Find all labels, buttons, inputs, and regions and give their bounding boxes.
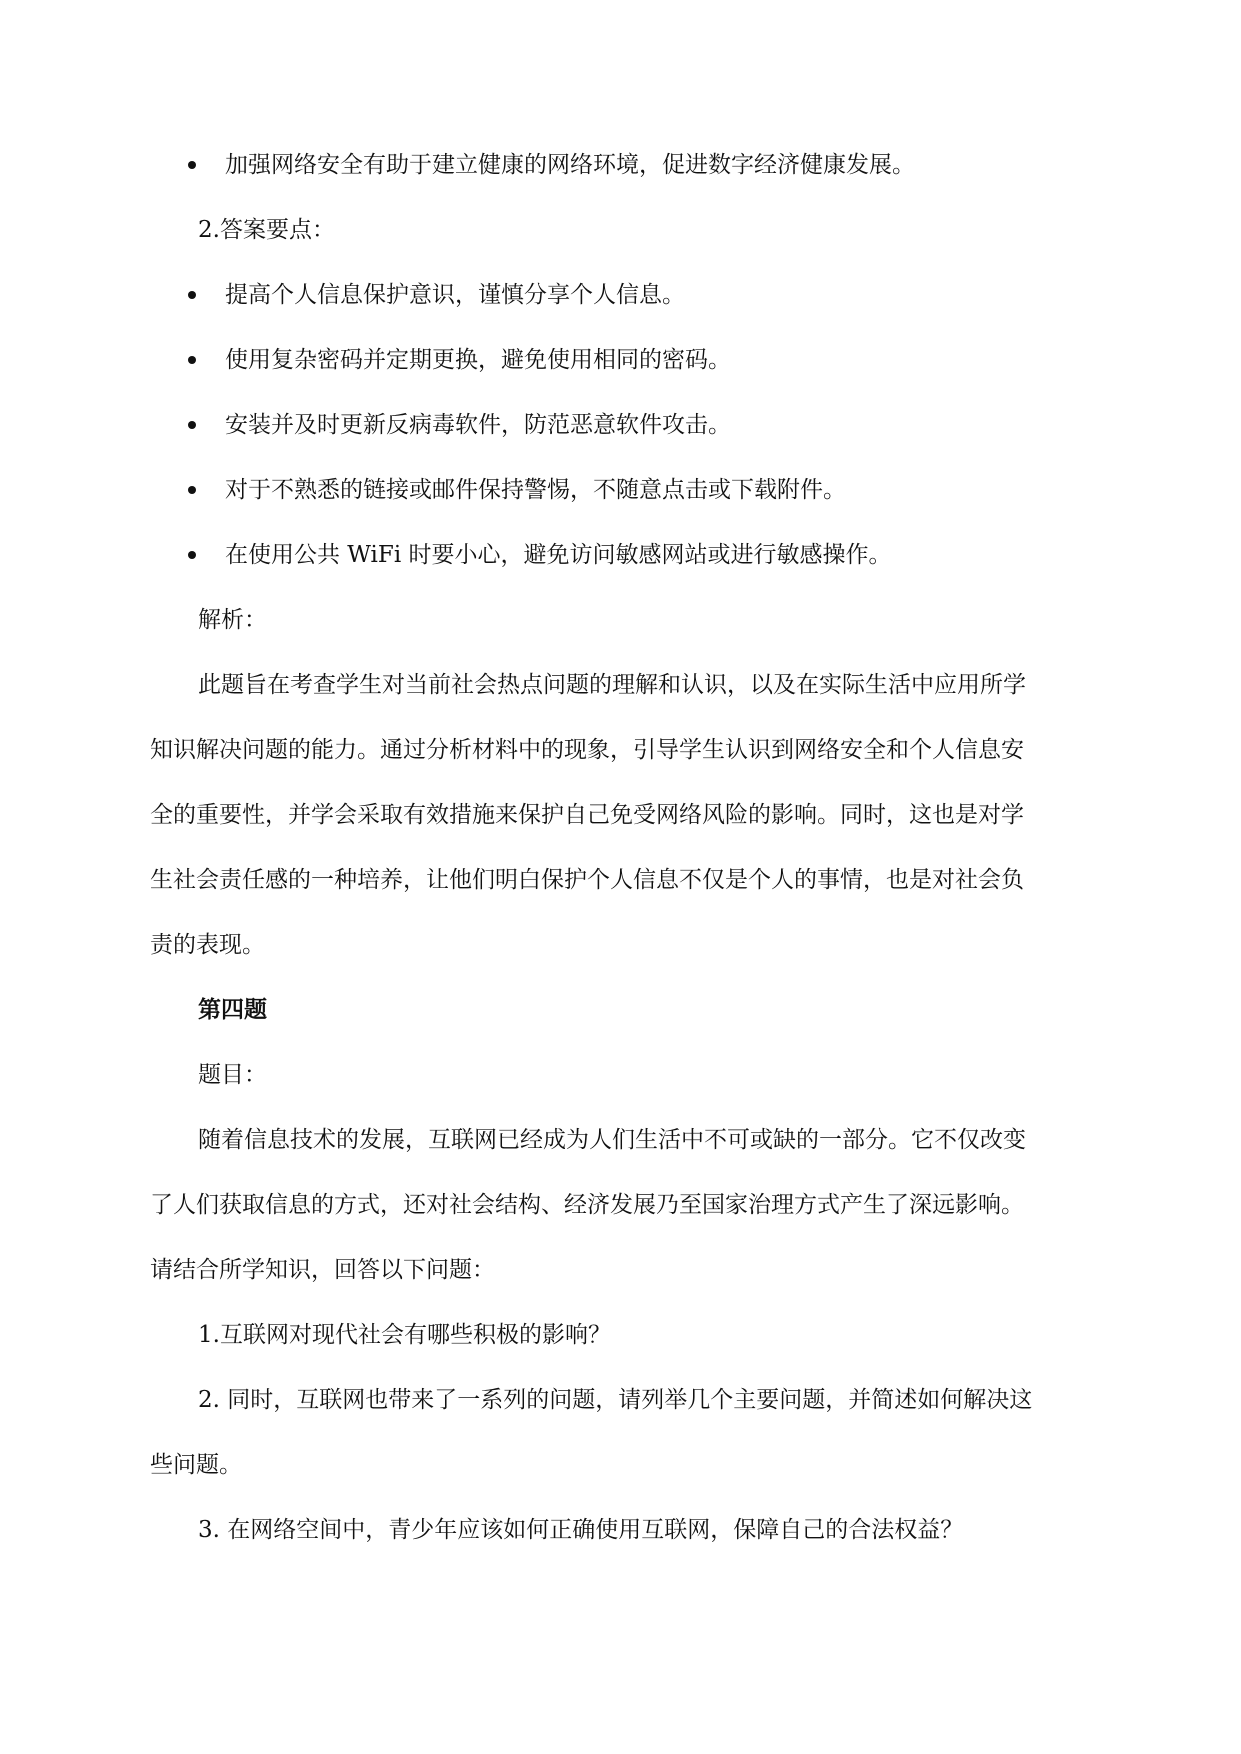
question-item: 些问题。	[150, 1452, 242, 1478]
analysis-paragraph-line: 生社会责任感的一种培养，让他们明白保护个人信息不仅是个人的事情，也是对社会负	[150, 867, 1024, 893]
question-label: 题目：	[198, 1062, 267, 1088]
bullet-marker	[188, 551, 196, 559]
question-item: 3. 在网络空间中，青少年应该如何正确使用互联网，保障自己的合法权益？	[198, 1517, 964, 1543]
question-paragraph-line: 请结合所学知识，回答以下问题：	[150, 1257, 495, 1283]
question-item: 2. 同时，互联网也带来了一系列的问题，请列举几个主要问题，并简述如何解决这	[198, 1387, 1033, 1413]
question-item: 1.互联网对现代社会有哪些积极的影响？	[198, 1322, 611, 1348]
analysis-label: 解析：	[198, 607, 267, 633]
bullet-marker	[188, 356, 196, 364]
question-paragraph-line: 了人们获取信息的方式，还对社会结构、经济发展乃至国家治理方式产生了深远影响。	[150, 1192, 1024, 1218]
analysis-paragraph-line: 此题旨在考查学生对当前社会热点问题的理解和认识，以及在实际生活中应用所学	[198, 672, 1026, 698]
bullet-item: 提高个人信息保护意识，谨慎分享个人信息。	[225, 282, 685, 308]
bullet-item: 加强网络安全有助于建立健康的网络环境，促进数字经济健康发展。	[225, 152, 915, 178]
bullet-marker	[188, 161, 196, 169]
bullet-item: 使用复杂密码并定期更换，避免使用相同的密码。	[225, 347, 731, 373]
bullet-item: 安装并及时更新反病毒软件，防范恶意软件攻击。	[225, 412, 731, 438]
analysis-paragraph-line: 全的重要性，并学会采取有效措施来保护自己免受网络风险的影响。同时，这也是对学	[150, 802, 1024, 828]
section-heading: 第四题	[198, 996, 267, 1023]
bullet-item: 对于不熟悉的链接或邮件保持警惕，不随意点击或下载附件。	[225, 477, 846, 503]
analysis-paragraph-line: 知识解决问题的能力。通过分析材料中的现象，引导学生认识到网络安全和个人信息安	[150, 737, 1024, 763]
bullet-item: 在使用公共 WiFi 时要小心，避免访问敏感网站或进行敏感操作。	[225, 542, 892, 568]
bullet-marker	[188, 486, 196, 494]
analysis-paragraph-line: 责的表现。	[150, 932, 265, 958]
answer-label: 2.答案要点：	[198, 217, 335, 243]
bullet-marker	[188, 421, 196, 429]
question-paragraph-line: 随着信息技术的发展，互联网已经成为人们生活中不可或缺的一部分。它不仅改变	[198, 1127, 1026, 1153]
bullet-marker	[188, 291, 196, 299]
